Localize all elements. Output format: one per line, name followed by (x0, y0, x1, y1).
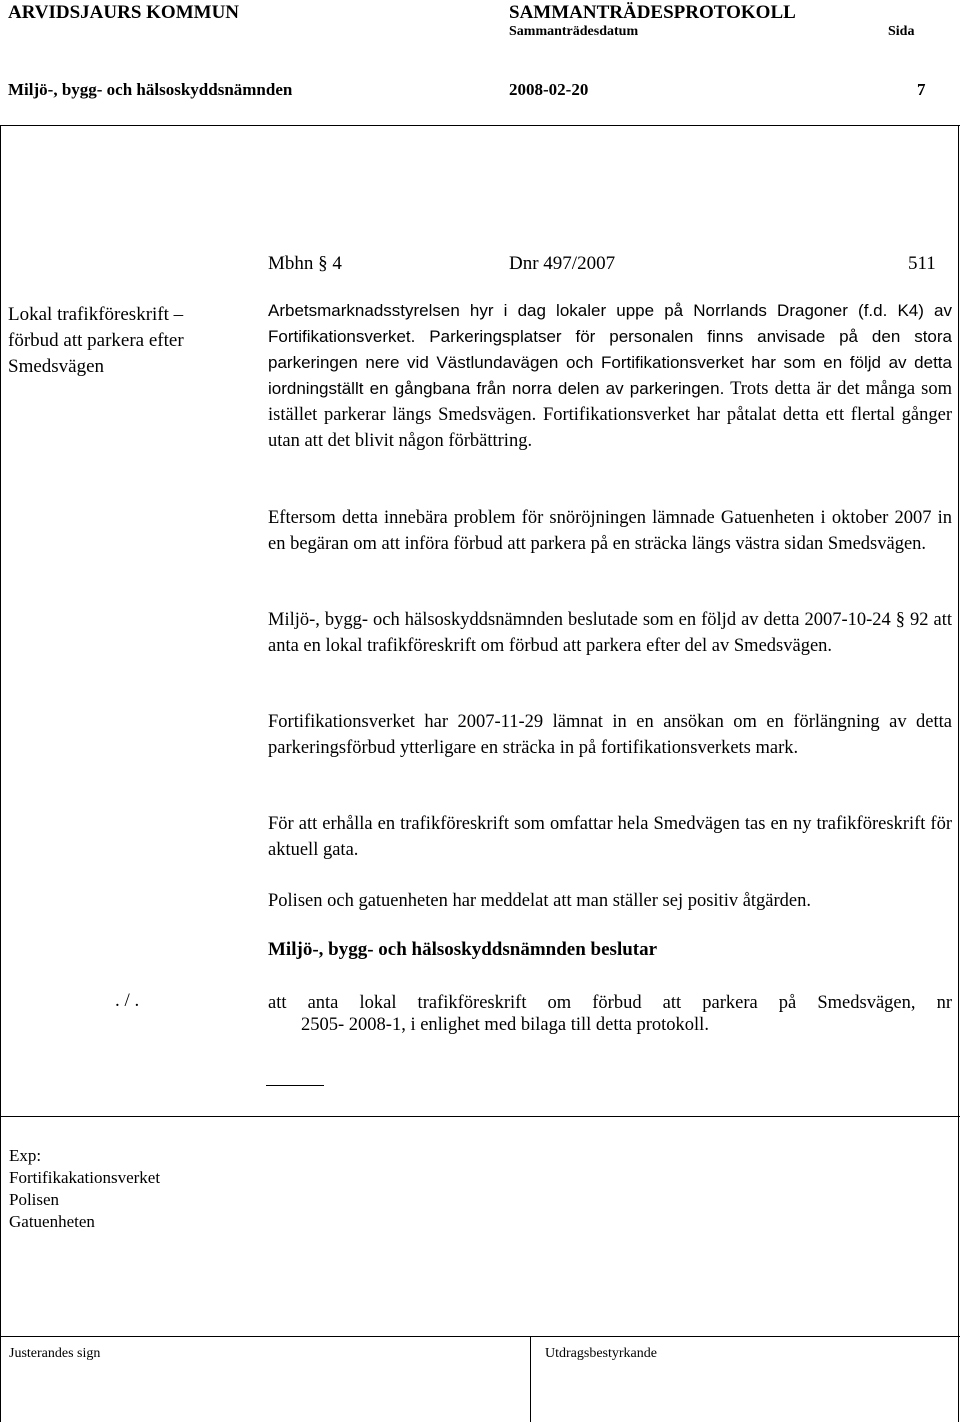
paragraph-snow-clearing: Eftersom detta innebära problem för snöröjningen lämnade Gatuenheten i oktober 2007 in en begäran om att införa förbud att parkera på en sträcka längs västra sidan Smedsvägen. (268, 508, 952, 554)
exp-recipient: Polisen (9, 1190, 60, 1209)
decision-heading: Miljö-, bygg- och hälsoskyddsnämnden beslutar (268, 939, 658, 960)
exp-label: Exp: (9, 1146, 42, 1165)
frame-left-line (0, 125, 1, 1422)
paragraph-police-approval: Polisen och gatuenheten har meddelat att man ställer sej positiv åtgärden. (268, 891, 812, 911)
paragraph-background-sans: Arbetsmarknadsstyrelsen hyr i dag lokaler uppe på Norrlands Dragoner (f.d. K4) av Fortifikationsverket. Parkeringsplatser för personalen finns anvisade på den stora parkeringen nere vid Västlundavägen och Fortifikationsverket har som en följd av detta iordningställt en gångbana från norra delen av parkeringen. (268, 301, 952, 398)
frame-right-line (958, 125, 959, 1422)
committee-name: Miljö-, bygg- och hälsoskyddsnämnden (8, 80, 293, 99)
paragraph-reference: Mbhn § 4 (268, 253, 342, 274)
paragraph-background-serif: Trots detta är det många som istället parkerar längs Smedsvägen. Fortifikationsverket har påtalat detta ett flertal gånger utan att det blivit någon förbättring. (268, 379, 953, 451)
meeting-date: 2008-02-20 (509, 80, 589, 99)
municipality-name: ARVIDSJAURS KOMMUN (8, 2, 240, 23)
footer-middle-line (530, 1336, 531, 1422)
footer-divider-line (0, 1336, 960, 1337)
meeting-date-label: Sammanträdesdatum (509, 24, 639, 39)
paragraph-new-regulation: För att erhålla en trafikföreskrift som omfattar hela Smedvägen tas en ny trafikföreskrift för aktuell gata. (268, 814, 952, 860)
subject-line-1: Lokal trafikföreskrift – (8, 304, 184, 325)
decision-line-1: att anta lokal trafikföreskrift om förbud att parkera på Smedsvägen, nr (268, 993, 952, 1013)
subject-line-3: Smedsvägen (8, 356, 105, 377)
page-label: Sida (888, 24, 915, 39)
paragraph-previous-decision: Miljö-, bygg- och hälsoskyddsnämnden beslutade som en följd av detta 2007-10-24 § 92 att anta en lokal trafikföreskrift om förbud att parkera efter del av Smedsvägen. (268, 610, 952, 656)
subject-line-2: förbud att parkera efter (8, 330, 184, 351)
case-code: 511 (908, 253, 936, 274)
diary-number: Dnr 497/2007 (509, 253, 616, 274)
paragraph-extension-request: Fortifikationsverket har 2007-11-29 lämnat in en ansökan om en förlängning av detta parkeringsförbud ytterligare en sträcka in på fortifikationsverkets mark. (268, 712, 952, 758)
exp-recipient: Fortifikakationsverket (9, 1168, 161, 1187)
utdragsbestyrkande-label: Utdragsbestyrkande (545, 1346, 657, 1361)
document-type: SAMMANTRÄDESPROTOKOLL (509, 2, 796, 23)
end-mark-line (266, 1085, 324, 1086)
exp-divider-line (0, 1116, 960, 1117)
page-number: 7 (917, 80, 926, 99)
attachment-marker: . / . (115, 990, 140, 1011)
decision-line-2: 2505- 2008-1, i enlighet med bilaga till detta protokoll. (301, 1015, 709, 1035)
justerandes-sign-label: Justerandes sign (9, 1346, 101, 1361)
exp-recipient: Gatuenheten (9, 1212, 95, 1231)
frame-top-line (0, 125, 960, 126)
paragraph-background (268, 298, 952, 454)
